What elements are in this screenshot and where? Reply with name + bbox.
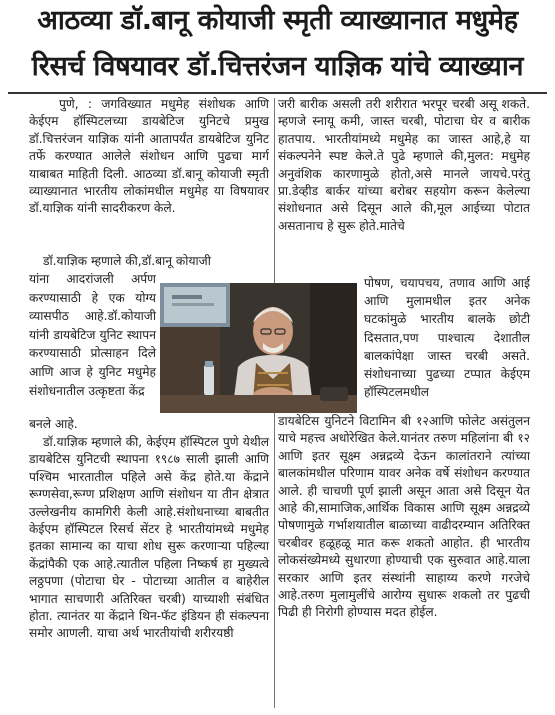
headline-rule bbox=[8, 92, 547, 94]
headline-line-2: रिसर्च विषयावर डॉ.चित्तरंजन याज्ञिक यांचे व्याख्यान bbox=[31, 51, 524, 82]
article-col2-para1: जरी बारीक असली तरी शरीरात भरपूर चरबी असू शकते. म्हणजे स्नायू कमी, जास्त चरबी, पोटाचा घेर व बारीक हातपाय. भारतीयांमध्ये मधुमेह का जास्त आहे,हे या संकल्पनेने स्पष्ट केले.ते पुढे म्हणाले की,मुलत: मधुमेह अनुवंशिक कारणामुळे होतो,असे मानले जायचे.परंतु प्रा.डेव्हीड बार्कर यांच्या बरोबर सहयोग करून केलेल्या संशोधनात असे दिसून आले की,मूल आईच्या पोटात असतानाच हे सुरू होते.मातेचे bbox=[278, 97, 530, 233]
article-col1-para2-wrap: यांना आदरांजली अर्पण करण्यासाठी हे एक योग्य व्यासपीठ आहे.डॉ.कोयाजी यांनी डायबेटिज युनिट स्थापन करण्यासाठी प्रोत्साहन दिले आणि आज हे युनिट मधुमेह संशोधनातील उत्कृष्टता केंद्र bbox=[29, 272, 156, 398]
column-divider-lower bbox=[274, 413, 275, 708]
speaker-photo bbox=[160, 283, 357, 413]
article-col1-para2-end: बनले आहे. bbox=[29, 417, 78, 431]
article-col1-para3: डॉ.याज्ञिक म्हणाले की, केईएम हॉस्पिटल पुणे येथील डायबेटिस युनिटची स्थापना १९८७ साली झाली आणि पश्चिम भारतातील पहिले असे केंद्र होते.या केंद्राने रूग्णसेवा,रूग्ण प्रशिक्षण आणि संशोधन या तीन क्षेत्रात उल्लेखनीय कामगिरी केली आहे.संशोधनाच्या बाबतीत केईएम हॉस्पिटल रिसर्च सेंटर हे भारतीयांमध्ये मधुमेह इतका सामान्य का याचा शोध सुरू करणाऱ्या पहिल्या केंद्रांपैकी एक आहे.त्यातील पहिला निष्कर्ष हा मुख्यत्वे लठ्ठपणा (पोटाचा घेर - पोटाच्या आतील व बाहेरील भागात साचणारी अतिरिक्त चरबी) याच्याशी संबंधित होता. त्यानंतर या केंद्राने थिन-फॅट इंडियन ही संकल्पना समोर आणली. याचा अर्थ भारतीयांची शरीरयष्ठी bbox=[29, 435, 269, 641]
article-col1-para2-top: डॉ.याज्ञिक म्हणाले की,डॉ.बानू कोयाजी bbox=[43, 254, 211, 268]
article-col1-intro: पुणे, : जगविख्यात मधुमेह संशोधक आणि केईएम हॉस्पिटलच्या डायबेटिज युनिटचे प्रमुख डॉ.चित्तरंजन याज्ञिक यांनी आतापर्यंत डायबेटिज युनिट तर्फे करण्यात आलेले संशोधन आणि पुढचा मार्ग याबाबत माहिती दिली. आठव्या डॉ.बानू कोयाजी स्मृती व्याख्यानात भारतीय लोकांमधील मधुमेह या विषयावर डॉ.याज्ञिक यांनी सादरीकरण केले. bbox=[29, 97, 269, 216]
article-col2-para1-bottom: डायबेटिस युनिटने विटामिन बी १२आणि फोलेट असंतुलन याचे महत्त्व अधोरेखित केले.यानंतर तरुण महिलांना बी १२ आणि इतर सूक्ष्म अन्नद्रव्ये देऊन कालांतराने त्यांच्या बालकांमधील परिणाम यावर अनेक वर्षे संशोधन करण्यात आले. ही चाचणी पूर्ण झाली असून आता असे दिसून येत आहे की,सामाजिक,आर्थिक विकास आणि सूक्ष्म अन्नद्रव्ये पोषणामुळे गर्भाशयातील बाळाच्या वाढीदरम्यान अतिरिक्त चरबीवर हळूहळू मात करू शकतो आहोत. ही भारतीय लोकसंख्येमध्ये सुधारणा होण्याची एक सुरुवात आहे.याला सरकार आणि इतर संस्थांनी साहाय्य करणे गरजेचे आहे.तरुण मुलामुलींचे आरोग्य सुधारू शकलो तर पुढची पिढी ही निरोगी होण्यास मदत होईल. bbox=[278, 414, 530, 620]
headline-line-1: आठव्या डॉ.बानू कोयाजी स्मृती व्याख्यानात मधुमेह bbox=[37, 5, 518, 36]
article-col2-para1-wrap: पोषण, चयापचय, तणाव आणि आई आणि मुलामधील इतर अनेक घटकांमुळे भारतीय बालके छोटी दिसतात,पण पाश्चात्य देशातील बालकांपेक्षा जास्त चरबी असते. संशोधनाच्या पुढच्या टप्पात केईएम हॉस्पिटलमधील bbox=[364, 276, 530, 400]
column-divider bbox=[274, 98, 275, 283]
